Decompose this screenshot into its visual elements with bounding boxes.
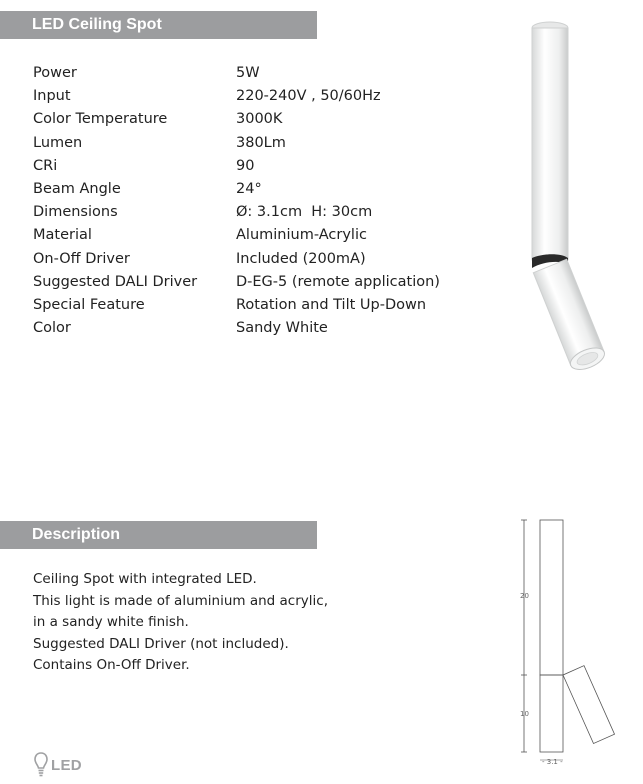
spec-label: On-Off Driver <box>33 250 130 267</box>
spec-label: Lumen <box>33 134 83 151</box>
spec-label: Color Temperature <box>33 111 168 128</box>
spec-value: 3000K <box>236 111 283 128</box>
spec-label: Special Feature <box>33 296 145 313</box>
description-title: Description <box>32 526 121 543</box>
spec-value: Rotation and Tilt Up-Down <box>236 296 427 313</box>
led-badge <box>34 752 82 778</box>
spec-label: Material <box>33 227 92 244</box>
spec-label: Input <box>33 88 71 105</box>
description-line: Contains On-Off Driver. <box>33 657 190 673</box>
description-line: Ceiling Spot with integrated LED. <box>33 571 257 587</box>
upper-tube <box>532 28 568 260</box>
dimension-height-top: 20 <box>520 592 529 600</box>
spec-label: Dimensions <box>33 204 118 221</box>
dimension-drawing <box>512 512 632 774</box>
spec-value: D-EG-5 (remote application) <box>236 273 440 290</box>
spec-value: Aluminium-Acrylic <box>236 227 367 244</box>
section-title-bar <box>0 11 317 39</box>
spec-value: 5W <box>236 65 260 81</box>
spec-label: Power <box>33 65 77 81</box>
spec-value: Included (200mA) <box>236 250 366 267</box>
description-line: Suggested DALI Driver (not included). <box>33 635 289 652</box>
dimension-width: - 3.1 - <box>542 758 563 766</box>
spec-value: 24° <box>236 180 262 197</box>
spec-value: 90 <box>236 157 255 174</box>
tilted-tube <box>533 259 607 374</box>
description-line: This light is made of aluminium and acrylic, <box>33 592 328 609</box>
description-text <box>33 569 328 677</box>
spec-value: 380Lm <box>236 134 286 151</box>
spec-label: Suggested DALI Driver <box>33 273 198 290</box>
product-title: LED Ceiling Spot <box>32 16 162 33</box>
spec-value: 220-240V , 50/60Hz <box>236 88 381 105</box>
dimension-height-bottom: 10 <box>520 710 529 718</box>
product-illustration <box>520 18 635 378</box>
description-line: in a sandy white finish. <box>33 614 189 630</box>
spec-value: Ø: 3.1cm H: 30cm <box>236 204 373 221</box>
spec-label: Color <box>33 320 71 337</box>
bulb-icon <box>34 752 48 778</box>
section-description-bar <box>0 521 317 549</box>
dimension-lines <box>512 512 632 774</box>
led-label: LED <box>51 756 82 774</box>
spec-label: Beam Angle <box>33 180 121 197</box>
spec-value: Sandy White <box>236 320 328 337</box>
spec-label: CRi <box>33 157 58 174</box>
